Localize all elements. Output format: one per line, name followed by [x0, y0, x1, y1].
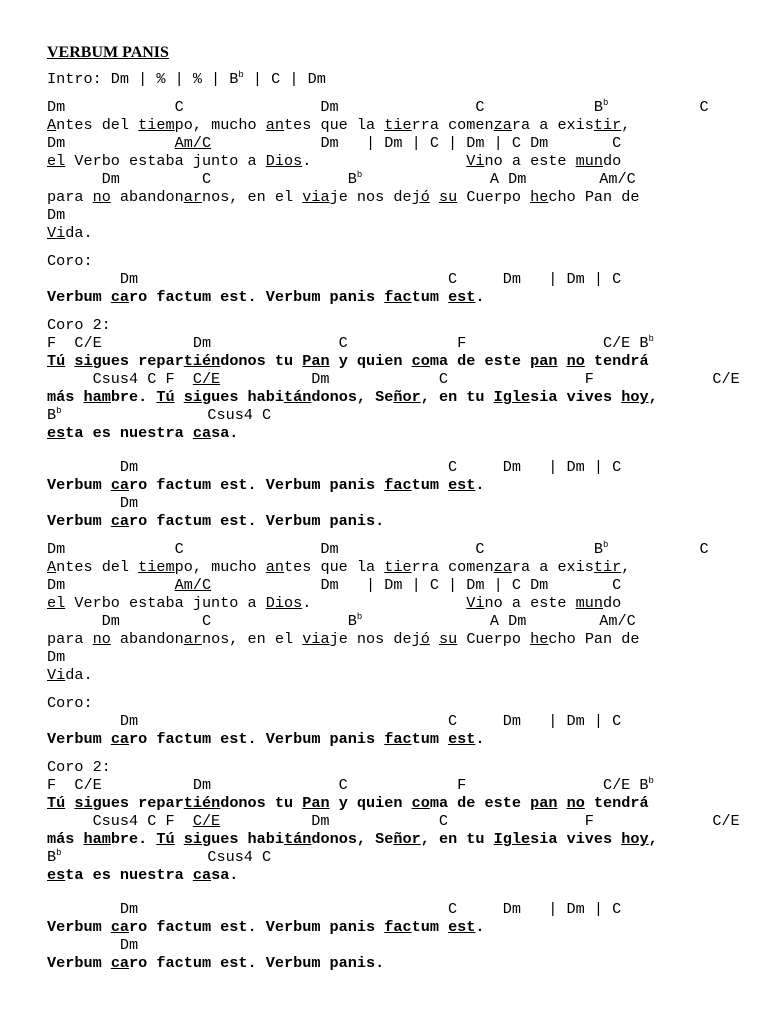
stressed-syllable: jó [411, 630, 430, 648]
flat-superscript: b [356, 169, 363, 180]
lyric-line [47, 288, 740, 306]
stressed-syllable: Dios [265, 152, 303, 170]
song-sheet [47, 42, 740, 972]
flat-superscript: b [56, 405, 62, 416]
text-segment: Dm C Dm | Dm | C [47, 270, 622, 288]
stressed-syllable: ar [183, 630, 202, 648]
line-spacer [47, 88, 740, 98]
chord-line [47, 848, 740, 866]
stressed-syllable: Pan [302, 794, 330, 812]
stressed-syllable: ca [110, 954, 130, 972]
text-segment [65, 794, 74, 812]
chord-line [47, 370, 740, 388]
text-segment: ta es nuestra [65, 866, 193, 884]
text-segment: nos, en el [201, 630, 303, 648]
text-segment: Coro: [47, 252, 93, 270]
text-segment: gues habi [201, 830, 285, 848]
stressed-syllable: pan [530, 794, 558, 812]
text-segment [175, 830, 184, 848]
text-segment: tendrá [584, 794, 649, 812]
text-segment: , [648, 830, 658, 848]
text-segment: tendrá [584, 352, 649, 370]
text-segment: Verbum [47, 918, 111, 936]
text-segment: sia vives [530, 388, 622, 406]
lyric-line [47, 830, 740, 848]
text-segment: para [47, 188, 93, 206]
text-segment: . [475, 730, 485, 748]
text-segment: ta es nuestra [65, 424, 193, 442]
chord-line [47, 406, 740, 424]
text-segment: cho Pan de [548, 630, 640, 648]
chord-line [47, 900, 740, 918]
text-segment: Dm [47, 648, 66, 666]
text-segment: C [608, 540, 709, 558]
stressed-syllable: Vi [47, 666, 66, 684]
lyric-line [47, 594, 740, 612]
lyric-line [47, 476, 740, 494]
text-segment: Dm [47, 134, 175, 152]
text-segment: Dm [47, 206, 66, 224]
text-segment: abandon [110, 630, 184, 648]
text-segment [65, 352, 74, 370]
lyric-line [47, 206, 740, 224]
song-lines [47, 70, 740, 972]
lyric-line [47, 424, 740, 442]
text-segment: Coro 2: [47, 316, 111, 334]
text-segment: B [47, 406, 57, 424]
chord-line [47, 270, 740, 288]
lyric-line [47, 116, 740, 134]
text-segment: , [621, 558, 631, 576]
text-segment: cho Pan de [548, 188, 640, 206]
stressed-syllable: su [438, 188, 458, 206]
text-segment: , en tu [420, 388, 494, 406]
stressed-syllable: ca [110, 918, 130, 936]
stressed-syllable: mun [575, 152, 603, 170]
text-segment: Verbum [47, 954, 111, 972]
stressed-syllable: ham [83, 830, 111, 848]
stressed-syllable: no [566, 352, 585, 370]
lyric-line [47, 152, 740, 170]
song-title: VERBUM PANIS [47, 44, 169, 61]
stressed-syllable: ca [192, 424, 212, 442]
text-segment: Dm C B [47, 170, 357, 188]
flat-superscript: b [238, 69, 244, 80]
chord-line [47, 812, 740, 830]
stressed-syllable: he [530, 630, 549, 648]
text-segment: donos, Se [311, 830, 394, 848]
text-segment: gues repar [92, 794, 184, 812]
text-segment: . [475, 288, 485, 306]
stressed-syllable: fac [384, 476, 412, 494]
stressed-syllable: mun [575, 594, 603, 612]
stressed-syllable: est [448, 476, 476, 494]
flat-superscript: b [602, 539, 609, 550]
stressed-syllable: ar [183, 188, 202, 206]
text-segment: rra comen [411, 116, 494, 134]
chord-line [47, 936, 740, 954]
stressed-syllable: an [265, 116, 284, 134]
stressed-syllable: ñor [393, 388, 421, 406]
lyric-line [47, 188, 740, 206]
stressed-syllable: fac [384, 730, 412, 748]
line-spacer [47, 748, 740, 758]
stressed-syllable: no [566, 794, 585, 812]
lyric-line [47, 352, 740, 370]
text-segment: , [648, 388, 658, 406]
text-segment: do [603, 152, 622, 170]
section-label [47, 758, 740, 776]
lyric-line [47, 558, 740, 576]
stressed-syllable: Tú [47, 352, 66, 370]
chord-line [47, 540, 740, 558]
text-segment: nos, en el [201, 188, 303, 206]
text-segment: da. [65, 666, 93, 684]
stressed-syllable: Tú [156, 830, 175, 848]
chord-line [47, 612, 740, 630]
text-segment: B [47, 848, 57, 866]
line-spacer [47, 306, 740, 316]
text-segment: Dm C F C/E [220, 812, 740, 830]
text-segment: Dm | Dm | C | Dm | C Dm C [211, 576, 622, 594]
lyric-line [47, 666, 740, 684]
flat-superscript: b [648, 775, 654, 786]
text-segment: Dm C Dm C B [47, 98, 603, 116]
stressed-syllable: tién [183, 794, 221, 812]
text-segment: Verbum [47, 512, 111, 530]
text-segment: ra a exis [511, 116, 594, 134]
stressed-syllable: hoy [621, 388, 649, 406]
stressed-syllable: Vi [466, 594, 485, 612]
text-segment: más [47, 830, 84, 848]
text-segment: A Dm Am/C [362, 170, 636, 188]
text-segment: ro factum est. Verbum panis [129, 918, 385, 936]
text-segment: Dm [47, 936, 139, 954]
chord-line [47, 576, 740, 594]
text-segment: Dm | Dm | C | Dm | C Dm C [211, 134, 622, 152]
text-segment: Dm C F C/E [220, 370, 740, 388]
text-segment: tum [411, 918, 449, 936]
text-segment: ro factum est. Verbum panis. [129, 512, 385, 530]
text-segment: . [302, 594, 467, 612]
text-segment: tum [411, 730, 449, 748]
flat-superscript: b [356, 611, 363, 622]
stressed-syllable: Igle [493, 830, 531, 848]
text-segment: Cuerpo [457, 630, 531, 648]
text-segment: po, mucho [174, 558, 266, 576]
text-segment: ntes del [56, 116, 139, 134]
stressed-syllable: via [302, 630, 330, 648]
text-segment [557, 794, 566, 812]
text-segment: Dm C Dm | Dm | C [47, 712, 622, 730]
text-segment: ro factum est. Verbum panis [129, 730, 385, 748]
text-segment: Csus4 C [61, 848, 272, 866]
text-segment [175, 388, 184, 406]
stressed-syllable: jó [411, 188, 430, 206]
text-segment: y quien [329, 352, 412, 370]
text-segment: ma de este [429, 794, 531, 812]
stressed-syllable: za [493, 116, 512, 134]
text-segment: sa. [211, 424, 239, 442]
stressed-syllable: su [438, 630, 458, 648]
stressed-syllable: es [47, 424, 66, 442]
stressed-syllable: est [448, 288, 476, 306]
chord-line [47, 712, 740, 730]
text-segment: Coro 2: [47, 758, 111, 776]
text-segment: Csus4 C F [47, 812, 193, 830]
section-label [47, 694, 740, 712]
chord-line [47, 494, 740, 512]
stressed-syllable: Igle [493, 388, 531, 406]
stressed-syllable: es [47, 866, 66, 884]
text-segment: ra a exis [511, 558, 594, 576]
lyric-line [47, 630, 740, 648]
stressed-syllable: co [411, 352, 430, 370]
stressed-syllable: Am/C [174, 134, 212, 152]
stressed-syllable: el [47, 594, 66, 612]
stressed-syllable: tie [384, 558, 412, 576]
stressed-syllable: Tú [47, 794, 66, 812]
text-segment: bre. [110, 388, 157, 406]
stressed-syllable: C/E [192, 370, 221, 388]
section-label [47, 316, 740, 334]
text-segment: tum [411, 288, 449, 306]
text-segment: je nos de [329, 188, 412, 206]
text-segment: gues habi [201, 388, 285, 406]
stressed-syllable: Tú [156, 388, 175, 406]
lyric-line [47, 648, 740, 666]
stressed-syllable: co [411, 794, 430, 812]
stressed-syllable: he [530, 188, 549, 206]
text-segment: ro factum est. Verbum panis. [129, 954, 385, 972]
stressed-syllable: Pan [302, 352, 330, 370]
stressed-syllable: si [183, 830, 202, 848]
line-spacer [47, 442, 740, 458]
text-segment: Dm [47, 494, 139, 512]
stressed-syllable: ñor [393, 830, 421, 848]
text-segment: no a este [484, 594, 576, 612]
text-segment: C [608, 98, 709, 116]
text-segment: donos tu [220, 352, 303, 370]
stressed-syllable: fac [384, 918, 412, 936]
text-segment: F C/E Dm C F C/E B [47, 776, 649, 794]
text-segment: ma de este [429, 352, 531, 370]
text-segment: Verbum [47, 476, 111, 494]
stressed-syllable: ham [83, 388, 111, 406]
stressed-syllable: fac [384, 288, 412, 306]
stressed-syllable: an [265, 558, 284, 576]
text-segment: gues repar [92, 352, 184, 370]
text-segment [430, 188, 439, 206]
stressed-syllable: tién [183, 352, 221, 370]
text-segment: tes que la [284, 558, 385, 576]
stressed-syllable: C/E [192, 812, 221, 830]
stressed-syllable: est [448, 730, 476, 748]
text-segment: Dm C Dm | Dm | C [47, 458, 622, 476]
stressed-syllable: tiem [138, 558, 175, 576]
line-spacer [47, 684, 740, 694]
text-segment: Verbum [47, 730, 111, 748]
stressed-syllable: no [92, 188, 111, 206]
stressed-syllable: ca [110, 288, 130, 306]
section-label [47, 252, 740, 270]
stressed-syllable: Am/C [174, 576, 212, 594]
stressed-syllable: A [47, 558, 57, 576]
text-segment: Dm C Dm C B [47, 540, 603, 558]
flat-superscript: b [56, 847, 62, 858]
chord-line [47, 98, 740, 116]
stressed-syllable: tie [384, 116, 412, 134]
text-segment: ro factum est. Verbum panis [129, 288, 385, 306]
text-segment: . [475, 918, 485, 936]
text-segment: Csus4 C [61, 406, 272, 424]
text-segment: , en tu [420, 830, 494, 848]
text-segment: no a este [484, 152, 576, 170]
text-segment: F C/E Dm C F C/E B [47, 334, 649, 352]
stressed-syllable: ca [110, 730, 130, 748]
text-segment [430, 630, 439, 648]
text-segment: Verbo estaba junto a [65, 594, 266, 612]
stressed-syllable: Vi [47, 224, 66, 242]
lyric-line [47, 794, 740, 812]
line-spacer [47, 884, 740, 900]
text-segment: donos, Se [311, 388, 394, 406]
stressed-syllable: si [183, 388, 202, 406]
stressed-syllable: A [47, 116, 57, 134]
flat-superscript: b [648, 333, 654, 344]
stressed-syllable: pan [530, 352, 558, 370]
stressed-syllable: si [74, 352, 93, 370]
text-segment: Dm C Dm | Dm | C [47, 900, 622, 918]
chord-line [47, 134, 740, 152]
text-segment: Cuerpo [457, 188, 531, 206]
stressed-syllable: Vi [466, 152, 485, 170]
text-segment: rra comen [411, 558, 494, 576]
stressed-syllable: est [448, 918, 476, 936]
text-segment: Verbo estaba junto a [65, 152, 266, 170]
stressed-syllable: tir [593, 116, 622, 134]
lyric-line [47, 918, 740, 936]
chord-line [47, 458, 740, 476]
stressed-syllable: tán [284, 388, 312, 406]
stressed-syllable: no [92, 630, 111, 648]
text-segment: Dm [47, 576, 175, 594]
text-segment: Verbum [47, 288, 111, 306]
stressed-syllable: hoy [621, 830, 649, 848]
lyric-line [47, 388, 740, 406]
text-segment: Csus4 C F [47, 370, 193, 388]
flat-superscript: b [602, 97, 609, 108]
stressed-syllable: tir [593, 558, 622, 576]
text-segment: Coro: [47, 694, 93, 712]
text-segment: sa. [211, 866, 239, 884]
text-segment: Dm C B [47, 612, 357, 630]
lyric-line [47, 224, 740, 242]
text-segment: sia vives [530, 830, 622, 848]
text-segment: . [302, 152, 467, 170]
text-segment: ro factum est. Verbum panis [129, 476, 385, 494]
text-segment: , [621, 116, 631, 134]
stressed-syllable: ca [110, 476, 130, 494]
line-spacer [47, 530, 740, 540]
stressed-syllable: si [74, 794, 93, 812]
text-segment: bre. [110, 830, 157, 848]
section-label [47, 70, 740, 88]
text-segment: abandon [110, 188, 184, 206]
text-segment: do [603, 594, 622, 612]
lyric-line [47, 512, 740, 530]
text-segment: Intro: Dm | % | % | B [47, 70, 239, 88]
stressed-syllable: Dios [265, 594, 303, 612]
stressed-syllable: tán [284, 830, 312, 848]
text-segment: A Dm Am/C [362, 612, 636, 630]
text-segment: je nos de [329, 630, 412, 648]
text-segment: más [47, 388, 84, 406]
chord-line [47, 776, 740, 794]
text-segment: | C | Dm [243, 70, 326, 88]
text-segment: tum [411, 476, 449, 494]
stressed-syllable: via [302, 188, 330, 206]
text-segment: y quien [329, 794, 412, 812]
stressed-syllable: ca [192, 866, 212, 884]
chord-line [47, 170, 740, 188]
stressed-syllable: ca [110, 512, 130, 530]
lyric-line [47, 866, 740, 884]
text-segment [557, 352, 566, 370]
text-segment: . [475, 476, 485, 494]
stressed-syllable: za [493, 558, 512, 576]
stressed-syllable: tiem [138, 116, 175, 134]
text-segment: tes que la [284, 116, 385, 134]
chord-line [47, 334, 740, 352]
text-segment: ntes del [56, 558, 139, 576]
lyric-line [47, 730, 740, 748]
stressed-syllable: el [47, 152, 66, 170]
text-segment: para [47, 630, 93, 648]
line-spacer [47, 242, 740, 252]
text-segment: da. [65, 224, 93, 242]
text-segment: donos tu [220, 794, 303, 812]
text-segment: po, mucho [174, 116, 266, 134]
lyric-line [47, 954, 740, 972]
